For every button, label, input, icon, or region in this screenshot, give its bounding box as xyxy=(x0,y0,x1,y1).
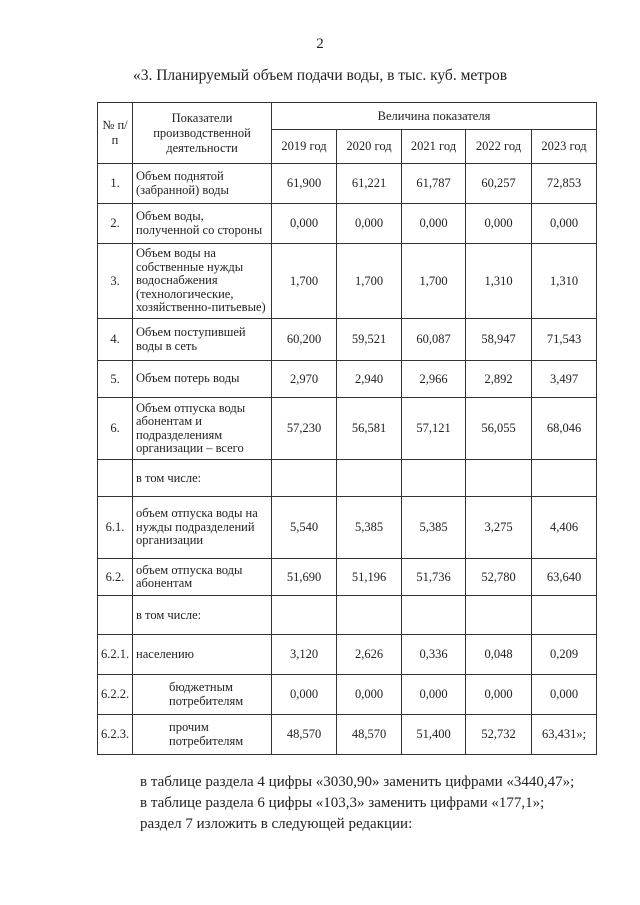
row-value: 2,892 xyxy=(466,361,532,398)
row-value xyxy=(402,596,466,635)
row-label: Объем потерь воды xyxy=(133,361,272,398)
header-value-group: Величина показателя xyxy=(272,103,597,130)
row-number: 6.1. xyxy=(98,497,133,559)
table-row xyxy=(98,398,597,460)
row-value: 57,230 xyxy=(272,398,337,460)
row-label: Объем поступившей воды в сеть xyxy=(133,319,272,361)
row-value: 72,853 xyxy=(532,164,597,204)
row-number: 6.2.2. xyxy=(98,675,133,715)
row-label: Объем воды, полученной со стороны xyxy=(133,204,272,244)
row-value: 0,000 xyxy=(337,675,402,715)
row-value: 3,120 xyxy=(272,635,337,675)
row-value: 3,497 xyxy=(532,361,597,398)
row-value: 56,581 xyxy=(337,398,402,460)
row-number: 1. xyxy=(98,164,133,204)
row-value: 56,055 xyxy=(466,398,532,460)
table-row xyxy=(98,244,597,319)
header-year: 2021 год xyxy=(402,130,466,164)
row-value xyxy=(337,460,402,497)
row-number: 6. xyxy=(98,398,133,460)
row-value: 61,787 xyxy=(402,164,466,204)
table-row xyxy=(98,715,597,755)
row-value: 0,000 xyxy=(532,675,597,715)
page-number: 2 xyxy=(316,36,324,52)
row-value: 48,570 xyxy=(337,715,402,755)
row-number: 6.2. xyxy=(98,559,133,596)
table-row xyxy=(98,635,597,675)
row-value: 0,000 xyxy=(466,675,532,715)
row-number: 5. xyxy=(98,361,133,398)
row-number: 4. xyxy=(98,319,133,361)
row-label: бюджетным потребителям xyxy=(133,675,272,715)
row-value: 5,385 xyxy=(337,497,402,559)
row-value: 1,310 xyxy=(466,244,532,319)
table-row xyxy=(98,319,597,361)
row-value: 1,310 xyxy=(532,244,597,319)
header-num: № п/п xyxy=(98,103,133,164)
table-row xyxy=(98,596,597,635)
row-value: 2,966 xyxy=(402,361,466,398)
row-value: 2,970 xyxy=(272,361,337,398)
row-value xyxy=(466,460,532,497)
amendment-line: раздел 7 изложить в следующей редакции: xyxy=(140,816,413,832)
row-value: 60,257 xyxy=(466,164,532,204)
row-value: 0,000 xyxy=(532,204,597,244)
row-label: в том числе: xyxy=(133,460,272,497)
row-value: 1,700 xyxy=(402,244,466,319)
row-label: объем отпуска воды на нужды подразделений организации xyxy=(133,497,272,559)
amendment-line: в таблице раздела 6 цифры «103,3» заменить цифрами «177,1»; xyxy=(140,795,545,811)
row-value: 0,000 xyxy=(337,204,402,244)
row-value: 61,221 xyxy=(337,164,402,204)
row-value: 52,732 xyxy=(466,715,532,755)
row-value: 2,940 xyxy=(337,361,402,398)
row-number: 2. xyxy=(98,204,133,244)
header-year: 2020 год xyxy=(337,130,402,164)
header-year: 2019 год xyxy=(272,130,337,164)
row-value: 51,736 xyxy=(402,559,466,596)
table-row xyxy=(98,361,597,398)
amendment-text xyxy=(140,772,574,835)
row-value: 60,200 xyxy=(272,319,337,361)
row-value: 51,196 xyxy=(337,559,402,596)
row-number: 6.2.1. xyxy=(98,635,133,675)
section-title: «3. Планируемый объем подачи воды, в тыс. куб. метров xyxy=(132,67,508,84)
row-value: 0,209 xyxy=(532,635,597,675)
row-value: 57,121 xyxy=(402,398,466,460)
row-value: 61,900 xyxy=(272,164,337,204)
table-row xyxy=(98,675,597,715)
water-supply-table xyxy=(97,102,597,755)
row-value xyxy=(466,596,532,635)
row-label: в том числе: xyxy=(133,596,272,635)
row-value: 1,700 xyxy=(337,244,402,319)
row-value xyxy=(532,460,597,497)
table-row xyxy=(98,204,597,244)
row-value: 48,570 xyxy=(272,715,337,755)
row-value: 63,640 xyxy=(532,559,597,596)
row-label: объем отпуска воды абонентам xyxy=(133,559,272,596)
table-row xyxy=(98,460,597,497)
row-value xyxy=(337,596,402,635)
row-value: 4,406 xyxy=(532,497,597,559)
row-value: 52,780 xyxy=(466,559,532,596)
row-value: 0,336 xyxy=(402,635,466,675)
row-value: 59,521 xyxy=(337,319,402,361)
row-label: прочим потребителям xyxy=(133,715,272,755)
table-row xyxy=(98,497,597,559)
row-value: 1,700 xyxy=(272,244,337,319)
row-value: 3,275 xyxy=(466,497,532,559)
row-number: 6.2.3. xyxy=(98,715,133,755)
row-value: 51,690 xyxy=(272,559,337,596)
row-number xyxy=(98,596,133,635)
row-value xyxy=(532,596,597,635)
row-number: 3. xyxy=(98,244,133,319)
row-value: 60,087 xyxy=(402,319,466,361)
row-value: 51,400 xyxy=(402,715,466,755)
row-value: 5,385 xyxy=(402,497,466,559)
header-year: 2022 год xyxy=(466,130,532,164)
row-value xyxy=(272,460,337,497)
table-row xyxy=(98,164,597,204)
header-year: 2023 год xyxy=(532,130,597,164)
row-value: 68,046 xyxy=(532,398,597,460)
row-label: населению xyxy=(133,635,272,675)
row-label: Объем воды на собственные нужды водоснабжения (технологические, хозяйственно-питьевые) xyxy=(133,244,272,319)
row-value: 58,947 xyxy=(466,319,532,361)
row-value: 0,000 xyxy=(402,675,466,715)
row-value xyxy=(272,596,337,635)
row-value: 63,431»; xyxy=(532,715,597,755)
header-indicator: Показатели производственной деятельности xyxy=(133,103,272,164)
row-value: 0,000 xyxy=(466,204,532,244)
row-value: 0,000 xyxy=(402,204,466,244)
row-value: 2,626 xyxy=(337,635,402,675)
row-value: 0,048 xyxy=(466,635,532,675)
table-row xyxy=(98,559,597,596)
amendment-line: в таблице раздела 4 цифры «3030,90» заменить цифрами «3440,47»; xyxy=(140,774,575,790)
row-label: Объем отпуска воды абонентам и подразделениям организации – всего xyxy=(133,398,272,460)
row-value: 5,540 xyxy=(272,497,337,559)
row-value xyxy=(402,460,466,497)
row-value: 71,543 xyxy=(532,319,597,361)
row-label: Объем поднятой (забранной) воды xyxy=(133,164,272,204)
row-value: 0,000 xyxy=(272,204,337,244)
row-value: 0,000 xyxy=(272,675,337,715)
row-number xyxy=(98,460,133,497)
